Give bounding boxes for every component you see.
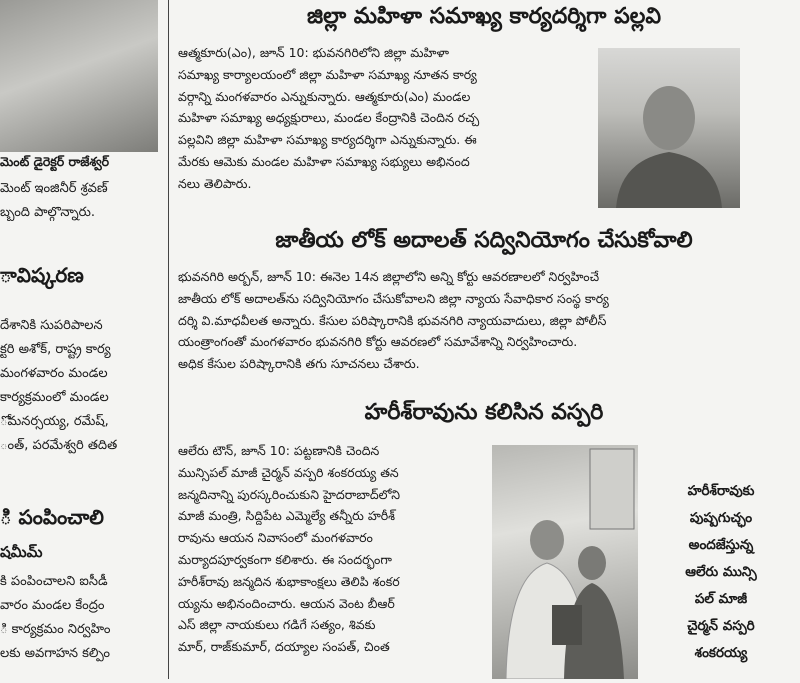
article1-line: నలు తెలిపారు.: [178, 175, 252, 191]
article3-body: [178, 440, 490, 658]
article3-caption-line: చైర్మన్ వస్పరి: [687, 618, 755, 634]
left-body-line: ోమనర్సయ్య, రమేష్,: [0, 414, 109, 429]
article1-line: మేరకు ఆమెకు మండల మహిళా సమాఖ్య సభ్యులు అభినంద: [178, 153, 470, 169]
left-body-line: ి కార్యక్రమం నిర్వహిం: [0, 622, 111, 637]
article1-line: వర్గాన్ని మంగళవారం ఎన్నుకున్నారు. ఆత్మకూరు(ఎం) మండల: [178, 88, 471, 104]
left-photo: [0, 0, 158, 152]
left-body-line: కి పంపించాలని ఐసీడీ: [0, 574, 108, 589]
article1-body: [178, 42, 593, 195]
left-heading: ావిష్కరణ: [0, 263, 84, 287]
portrait-silhouette-icon: [598, 48, 740, 208]
article3-line: మున్సిపల్ మాజీ చైర్మన్ వస్పరి శంకరయ్య తన: [178, 464, 399, 480]
article2-line: జాతీయ లోక్ అదాలత్‌ను సద్వినియోగం చేసుకోవాలని జిల్లా న్యాయ సేవాధికార సంస్థ కార్య: [178, 290, 609, 306]
article3-line: య్యను అభినందించారు. ఆయన వెంట బీఆర్: [178, 595, 395, 611]
article3-caption-line: పుష్పగుచ్ఛం: [689, 510, 753, 526]
left-body-line: వారం మండల కేంద్రం: [0, 598, 105, 613]
article1-line: పల్లవిని జిల్లా మహిళా సమాఖ్య కార్యదర్శిగా ఎన్నుకున్నారు. ఈ: [178, 132, 477, 148]
article3-line: మార్, రాజ్‌కుమార్, దయ్యాల సంపత్, చింత: [178, 639, 390, 655]
article3-line: ఎస్ జిల్లా నాయకులు గడిగే సత్యం, శివకు: [178, 617, 376, 633]
article3-line: మర్యాదపూర్వకంగా కలిశారు. ఈ సందర్భంగా: [178, 551, 392, 567]
left-body-line: దేశానికి సుపరిపాలన: [0, 318, 103, 333]
article2-line: దర్శి వి.మాధవీలత అన్నారు. కేసుల పరిష్కారానికి భువనగిరి న్యాయవాదులు, జిల్లా పోలీస్: [178, 312, 607, 328]
left-body-line: లకు అవగాహన కల్పిం: [0, 646, 111, 661]
left-body-line: ంత్, పరమేశ్వరి తదిత: [0, 438, 118, 453]
article3-line: రావును ఆయన నివాసంలో మంగళవారం: [178, 530, 373, 546]
article2-headline: జాతీయ లోక్ అదాలత్ సద్వినియోగం చేసుకోవాలి: [275, 228, 693, 253]
left-body-line: కార్యక్రమంలో మండల: [0, 390, 109, 405]
article3-headline: హరీశ్‌రావును కలిసిన వస్పరి: [364, 400, 604, 425]
article2-line: యంత్రాంగంతో మంగళవారం భువనగిరి కోర్టు ఆవరణలో సమావేశాన్ని నిర్వహించారు.: [178, 334, 578, 350]
article3-caption: [646, 478, 796, 667]
left-heading-2: ి పంపించాలి: [0, 505, 104, 529]
article3-line: మాజీ మంత్రి, సిద్దిపేట ఎమ్మెల్యే తన్నీరు హరీశ్: [178, 508, 396, 524]
left-subheading-2: షమీమ్: [0, 543, 43, 561]
left-photo-caption: మెంట్ డైరెక్టర్ రాజేశ్వర్: [0, 154, 110, 169]
article1-portrait: [598, 48, 740, 208]
article3-line: హరీశ్‌రావు జన్మదిన శుభాకాంక్షలు తెలిపి శంకర: [178, 573, 400, 589]
left-caption-line: మెంట్ ఇంజినీర్ శ్రవణ్: [0, 181, 108, 196]
article3-caption-line: శంకరయ్య: [694, 645, 748, 661]
left-body-2: [0, 570, 162, 666]
left-body-line: క్టరి అశోక్, రాష్ట్ర కార్య: [0, 342, 111, 357]
article2-body: [178, 266, 790, 375]
column-divider: [168, 0, 169, 679]
article3-caption-line: ఆలేరు మున్సి: [685, 564, 757, 580]
left-body-line: మంగళవారం మండల: [0, 366, 108, 381]
article3-line: ఆలేరు టౌన్, జూన్ 10: పట్టణానికి చెందిన: [178, 443, 380, 458]
article2-line: అధిక కేసుల పరిష్కారానికి తగు సూచనలు చేశారు.: [178, 356, 420, 372]
left-body: [0, 314, 162, 458]
article1-line: మహిళా సమాఖ్య అధ్యక్షురాలు, మండల కేంద్రానికి చెందిన రచ్చ: [178, 110, 480, 126]
article3-caption-line: హరీశ్‌రావుకు: [687, 483, 755, 499]
article1-headline: జిల్లా మహిళా సమాఖ్య కార్యదర్శిగా పల్లవి: [307, 4, 661, 29]
article2-line: భువనగిరి అర్బన్, జూన్ 10: ఈనెల 14న జిల్లాలోని అన్ని కోర్టు ఆవరణాలలో నిర్వహించే: [178, 269, 600, 284]
left-caption-line: బ్బంది పాల్గొన్నారు.: [0, 205, 95, 220]
article1-line: ఆత్మకూరు(ఎం), జూన్ 10: భువనగిరిలోని జిల్లా మహిళా: [178, 45, 449, 60]
article1-line: సమాఖ్య కార్యాలయంలో జిల్లా మహిళా సమాఖ్య నూతన కార్య: [178, 66, 477, 82]
article3-line: జన్మదినాన్ని పురస్కరించుకుని హైదరాబాద్‌లోని: [178, 486, 400, 502]
left-caption-cont: [0, 177, 162, 225]
article3-photo: [492, 445, 638, 679]
article3-caption-line: అందజేస్తున్న: [688, 537, 754, 553]
article3-caption-line: పల్ మాజీ: [694, 591, 748, 607]
meeting-photo-icon: [492, 445, 638, 679]
